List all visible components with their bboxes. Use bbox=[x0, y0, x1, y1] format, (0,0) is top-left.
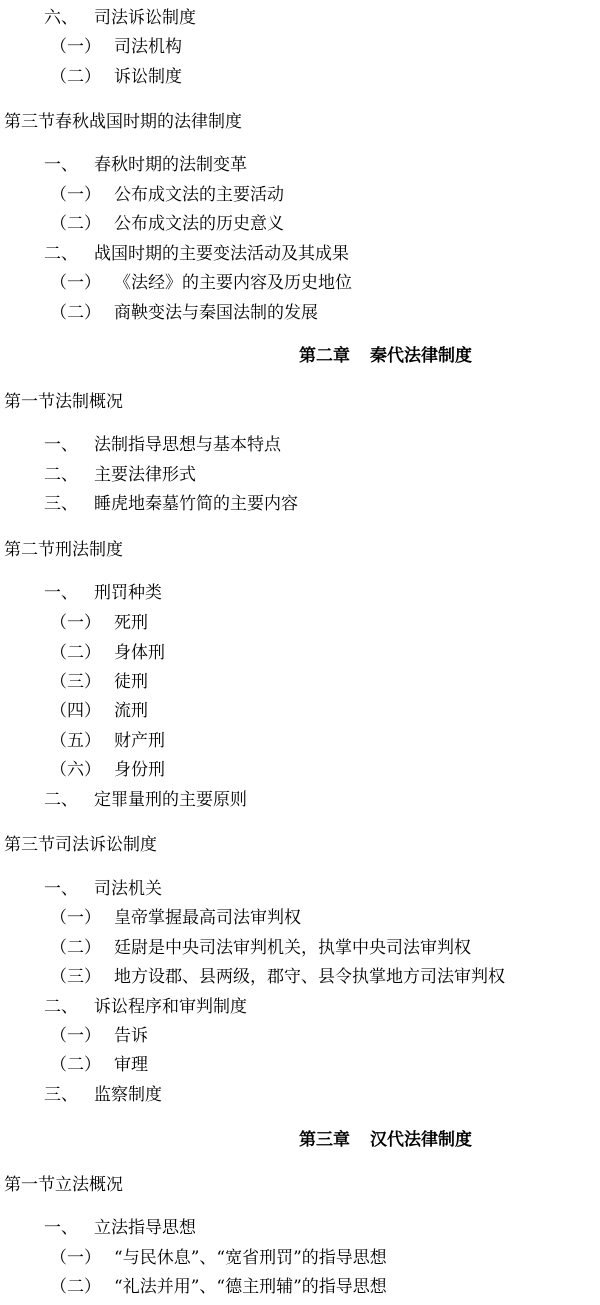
outline-item-level2 bbox=[50, 214, 284, 234]
outline-item-text: 定罪量刑的主要原则 bbox=[94, 790, 247, 810]
section-heading-text: 第三节春秋战国时期的法律制度 bbox=[4, 112, 242, 132]
outline-item-text: 徒刑 bbox=[114, 672, 148, 692]
outline-item-text: 流刑 bbox=[114, 701, 148, 721]
outline-item-number: （六） bbox=[50, 760, 101, 780]
outline-item-number: 三、 bbox=[44, 494, 78, 514]
outline-item-number: 一、 bbox=[44, 155, 78, 175]
outline-item-level1 bbox=[44, 1085, 162, 1105]
outline-item-number: （二） bbox=[50, 214, 101, 234]
outline-item-level1 bbox=[44, 790, 247, 810]
outline-item-level2 bbox=[50, 303, 318, 323]
outline-item-text: “与民休息”、“宽省刑罚”的指导思想 bbox=[114, 1248, 387, 1268]
outline-item-number: （二） bbox=[50, 1277, 101, 1297]
outline-item-level2 bbox=[50, 185, 284, 205]
outline-item-text: 地方设郡、县两级，郡守、县令执掌地方司法审判权 bbox=[114, 967, 505, 987]
outline-item-number: 一、 bbox=[44, 879, 78, 899]
outline-item-number: （四） bbox=[50, 701, 101, 721]
outline-item-number: 三、 bbox=[44, 1085, 78, 1105]
outline-item-number: （一） bbox=[50, 1248, 101, 1268]
outline-item-level1 bbox=[44, 583, 162, 603]
outline-item-level2 bbox=[50, 1248, 387, 1268]
chapter-title: 汉代法律制度 bbox=[370, 1130, 472, 1150]
outline-item-number: （二） bbox=[50, 1055, 101, 1075]
outline-item-number: （一） bbox=[50, 273, 101, 293]
outline-item-level1 bbox=[44, 465, 196, 485]
outline-item-level2 bbox=[50, 37, 182, 57]
outline-item-number: （一） bbox=[50, 613, 101, 633]
section-heading bbox=[4, 392, 123, 412]
outline-item-level2 bbox=[50, 1055, 148, 1075]
outline-item-text: 死刑 bbox=[114, 613, 148, 633]
outline-item-level1 bbox=[44, 1218, 196, 1238]
outline-item-text: 立法指导思想 bbox=[94, 1218, 196, 1238]
outline-item-text: 司法机构 bbox=[114, 37, 182, 57]
outline-item-level1 bbox=[44, 244, 349, 264]
outline-item-number: 二、 bbox=[44, 997, 78, 1017]
outline-item-text: 《法经》的主要内容及历史地位 bbox=[114, 273, 352, 293]
outline-item-level1 bbox=[44, 494, 298, 514]
outline-item-level1 bbox=[44, 879, 162, 899]
outline-item-level1 bbox=[44, 435, 281, 455]
section-heading-text: 第二节刑法制度 bbox=[4, 540, 123, 560]
chapter-number: 第三章 bbox=[299, 1130, 350, 1150]
outline-item-text: 审理 bbox=[114, 1055, 148, 1075]
outline-item-level2 bbox=[50, 1026, 148, 1046]
outline-item-text: 身份刑 bbox=[114, 760, 165, 780]
outline-item-level2 bbox=[50, 701, 148, 721]
section-heading bbox=[4, 1175, 123, 1195]
outline-item-number: （二） bbox=[50, 938, 101, 958]
outline-item-number: 二、 bbox=[44, 465, 78, 485]
outline-item-text: 刑罚种类 bbox=[94, 583, 162, 603]
outline-item-level2 bbox=[50, 760, 165, 780]
outline-item-text: 财产刑 bbox=[114, 731, 165, 751]
outline-item-text: “礼法并用”、“德主刑辅”的指导思想 bbox=[114, 1277, 387, 1297]
outline-item-text: 商鞅变法与秦国法制的发展 bbox=[114, 303, 318, 323]
outline-item-text: 战国时期的主要变法活动及其成果 bbox=[94, 244, 349, 264]
chapter-title: 秦代法律制度 bbox=[370, 346, 472, 366]
outline-item-text: 主要法律形式 bbox=[94, 465, 196, 485]
outline-item-number: （五） bbox=[50, 731, 101, 751]
outline-item-number: （三） bbox=[50, 967, 101, 987]
outline-item-number: （一） bbox=[50, 908, 101, 928]
outline-item-number: （二） bbox=[50, 303, 101, 323]
outline-item-number: 六、 bbox=[44, 8, 78, 28]
outline-item-number: （一） bbox=[50, 185, 101, 205]
outline-item-level2 bbox=[50, 938, 471, 958]
outline-item-text: 诉讼程序和审判制度 bbox=[94, 997, 247, 1017]
outline-item-number: 一、 bbox=[44, 1218, 78, 1238]
outline-item-text: 睡虎地秦墓竹简的主要内容 bbox=[94, 494, 298, 514]
outline-item-text: 身体刑 bbox=[114, 643, 165, 663]
outline-item-level2 bbox=[50, 731, 165, 751]
outline-item-text: 司法诉讼制度 bbox=[94, 8, 196, 28]
section-heading bbox=[4, 540, 123, 560]
section-heading-text: 第一节法制概况 bbox=[4, 392, 123, 412]
outline-item-text: 司法机关 bbox=[94, 879, 162, 899]
outline-item-text: 公布成文法的主要活动 bbox=[114, 185, 284, 205]
outline-item-number: （一） bbox=[50, 37, 101, 57]
outline-item-level2 bbox=[50, 273, 352, 293]
outline-item-level2 bbox=[50, 613, 148, 633]
section-heading bbox=[4, 835, 157, 855]
outline-item-level1 bbox=[44, 155, 247, 175]
section-heading-text: 第三节司法诉讼制度 bbox=[4, 835, 157, 855]
outline-item-number: 一、 bbox=[44, 435, 78, 455]
section-heading-text: 第一节立法概况 bbox=[4, 1175, 123, 1195]
outline-item-text: 皇帝掌握最高司法审判权 bbox=[114, 908, 301, 928]
outline-item-text: 诉讼制度 bbox=[114, 67, 182, 87]
outline-item-number: （二） bbox=[50, 643, 101, 663]
outline-item-number: 二、 bbox=[44, 790, 78, 810]
outline-item-level2 bbox=[50, 1277, 387, 1297]
outline-item-text: 公布成文法的历史意义 bbox=[114, 214, 284, 234]
outline-item-number: （三） bbox=[50, 672, 101, 692]
chapter-heading bbox=[299, 1130, 472, 1150]
outline-item-level2 bbox=[50, 908, 301, 928]
outline-item-level1 bbox=[44, 997, 247, 1017]
outline-item-level2 bbox=[50, 643, 165, 663]
outline-item-level2 bbox=[50, 67, 182, 87]
chapter-heading bbox=[299, 346, 472, 366]
outline-item-level2 bbox=[50, 967, 505, 987]
outline-item-level1 bbox=[44, 8, 196, 28]
outline-item-text: 法制指导思想与基本特点 bbox=[94, 435, 281, 455]
outline-item-text: 廷尉是中央司法审判机关，执掌中央司法审判权 bbox=[114, 938, 471, 958]
outline-item-text: 春秋时期的法制变革 bbox=[94, 155, 247, 175]
outline-item-number: （二） bbox=[50, 67, 101, 87]
outline-item-number: （一） bbox=[50, 1026, 101, 1046]
outline-item-number: 一、 bbox=[44, 583, 78, 603]
outline-item-text: 监察制度 bbox=[94, 1085, 162, 1105]
section-heading bbox=[4, 112, 242, 132]
outline-item-number: 二、 bbox=[44, 244, 78, 264]
chapter-number: 第二章 bbox=[299, 346, 350, 366]
outline-item-level2 bbox=[50, 672, 148, 692]
outline-item-text: 告诉 bbox=[114, 1026, 148, 1046]
